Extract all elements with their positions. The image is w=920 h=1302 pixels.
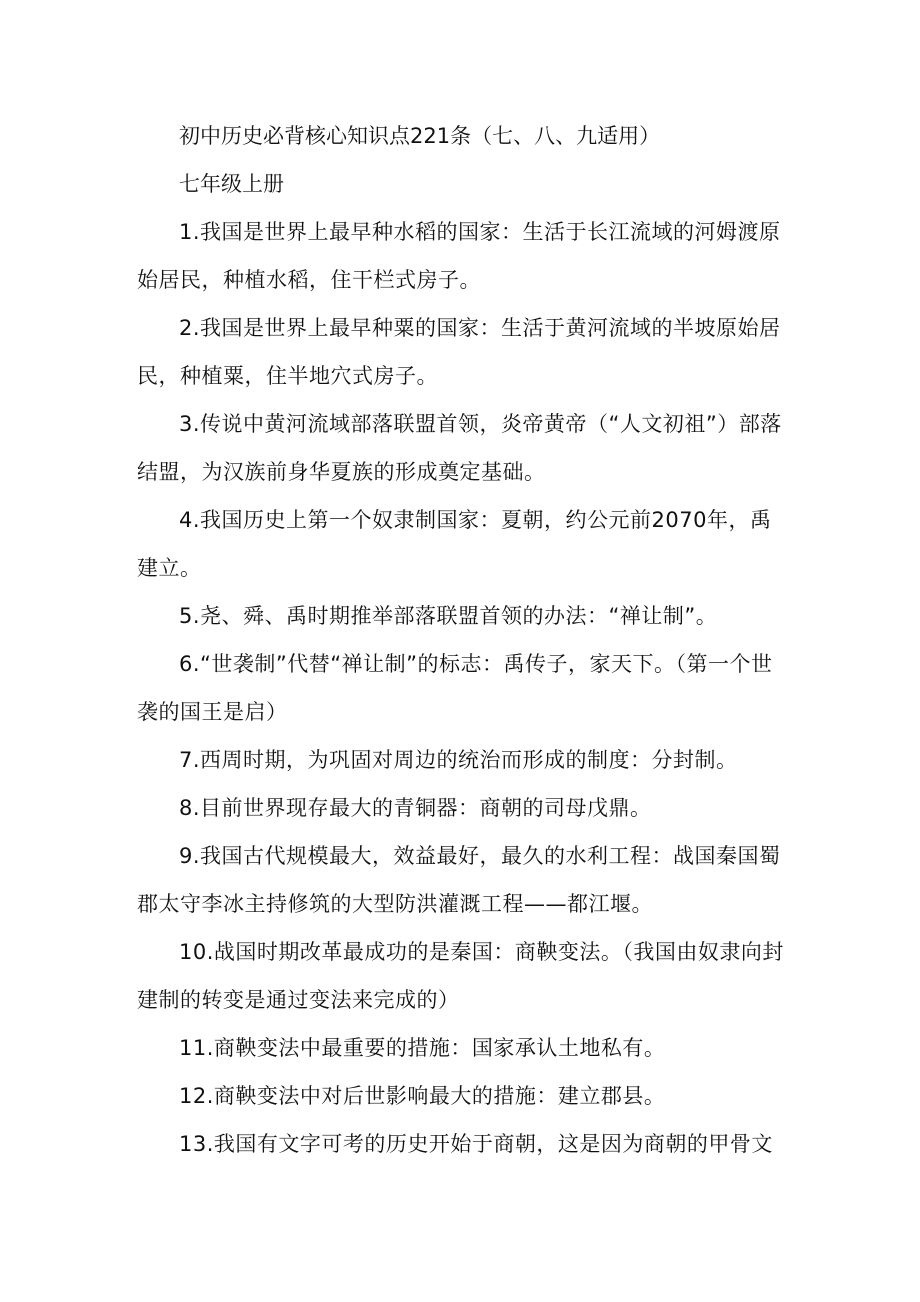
list-item: 6.“世袭制”代替“禅让制”的标志：禹传子，家天下。（第一个世袭的国王是启）	[137, 652, 773, 724]
list-item: 5.尧、舜、禹时期推举部落联盟首领的办法：“禅让制”。	[179, 604, 718, 628]
list-item: 4.我国历史上第一个奴隶制国家：夏朝，约公元前2070年，禹建立。	[137, 508, 772, 580]
list-item: 9.我国古代规模最大，效益最好，最久的水利工程：战国秦国蜀郡太守李冰主持修筑的大型防洪灌溉工程——都江堰。	[137, 844, 781, 916]
list-item: 10.战国时期改革最成功的是秦国：商鞅变法。（我国由奴隶向封建制的转变是通过变法来完成的）	[137, 940, 784, 1012]
list-item: 13.我国有文字可考的历史开始于商朝，这是因为商朝的甲骨文	[179, 1132, 773, 1156]
list-item: 8.目前世界现存最大的青铜器：商朝的司母戊鼎。	[179, 796, 652, 820]
list-item: 7.西周时期，为巩固对周边的统治而形成的制度：分封制。	[179, 748, 738, 772]
list-item: 11.商鞅变法中最重要的措施：国家承认土地私有。	[179, 1036, 666, 1060]
list-item: 3.传说中黄河流域部落联盟首领，炎帝黄帝（“人文初祖”）部落结盟，为汉族前身华夏族的形成奠定基础。	[137, 412, 782, 484]
document-title: 初中历史必背核心知识点221条（七、八、九适用）	[179, 124, 661, 148]
section-heading: 七年级上册	[179, 172, 284, 196]
list-item: 12.商鞅变法中对后世影响最大的措施：建立郡县。	[179, 1084, 666, 1108]
list-item: 1.我国是世界上最早种水稻的国家：生活于长江流域的河姆渡原始居民，种植水稻，住干栏式房子。	[137, 220, 781, 292]
list-item: 2.我国是世界上最早种粟的国家：生活于黄河流域的半坡原始居民，种植粟，住半地穴式房子。	[137, 316, 781, 388]
